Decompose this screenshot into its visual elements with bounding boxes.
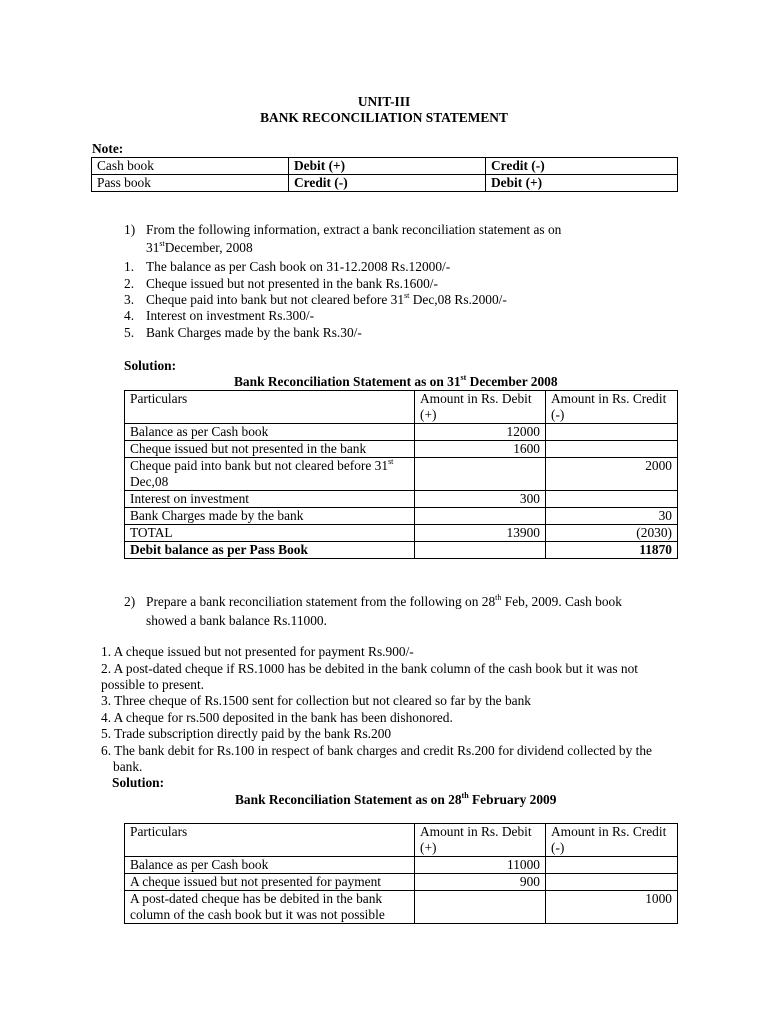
table-cell: (2030)	[546, 525, 678, 542]
list-item: possible to present.	[101, 677, 205, 692]
table-cell: Balance as per Cash book	[125, 857, 415, 874]
question-text: 31stDecember, 2008	[146, 238, 253, 255]
table-cell: Credit (-)	[289, 175, 486, 192]
table-cell: 2000	[546, 458, 678, 491]
table-cell: 900	[415, 874, 546, 891]
table-cell: 300	[415, 491, 546, 508]
list-item: 6. The bank debit for Rs.100 in respect of bank charges and credit Rs.200 for dividend collected by the	[101, 743, 652, 758]
table-row	[125, 491, 678, 508]
table-cell: Pass book	[92, 175, 289, 192]
note-table	[91, 157, 678, 192]
solution-label: Solution:	[124, 358, 177, 373]
table-row	[125, 458, 678, 491]
table-cell: Cheque paid into bank but not cleared before 31st Dec,08	[125, 458, 415, 491]
column-header: Particulars	[125, 824, 415, 857]
table-row	[125, 542, 678, 559]
list-item-number: 2.	[124, 276, 135, 291]
reconciliation-table-1	[124, 390, 678, 559]
column-header: Amount in Rs. Credit (-)	[546, 391, 678, 424]
list-item: 5. Trade subscription directly paid by the bank Rs.200	[101, 726, 392, 741]
table-cell: A post-dated cheque has be debited in the bank column of the cash book but it was not possible	[125, 891, 415, 924]
question-number: 2)	[124, 594, 136, 609]
list-item: 4. A cheque for rs.500 deposited in the bank has been dishonored.	[101, 710, 453, 725]
table-row	[125, 857, 678, 874]
list-item: Cheque issued but not presented in the bank Rs.1600/-	[146, 276, 438, 291]
table-row	[125, 424, 678, 441]
table-cell	[546, 491, 678, 508]
question-text: showed a bank balance Rs.11000.	[146, 613, 327, 628]
list-item-number: 5.	[124, 325, 135, 340]
column-header: Amount in Rs. Debit (+)	[415, 391, 546, 424]
table-cell: 11870	[546, 542, 678, 559]
question-text: From the following information, extract a bank reconciliation statement as on	[146, 222, 562, 237]
table-cell: 13900	[415, 525, 546, 542]
column-header: Particulars	[125, 391, 415, 424]
table-cell: Bank Charges made by the bank	[125, 508, 415, 525]
reconciliation-table-2	[124, 823, 678, 924]
list-item-number: 4.	[124, 308, 135, 323]
table-cell: 1000	[546, 891, 678, 924]
table-row	[125, 525, 678, 542]
question-text: Prepare a bank reconciliation statement from the following on 28th Feb, 2009. Cash book	[146, 592, 622, 609]
table-cell: Credit (-)	[486, 158, 678, 175]
page-title: BANK RECONCILIATION STATEMENT	[260, 110, 508, 125]
table-cell: 12000	[415, 424, 546, 441]
table-cell	[546, 874, 678, 891]
list-item: 2. A post-dated cheque if RS.1000 has be debited in the bank column of the cash book but it was not	[101, 661, 639, 676]
table-cell: Debit (+)	[486, 175, 678, 192]
table-cell: 30	[546, 508, 678, 525]
table-row	[125, 874, 678, 891]
table-cell: Cheque issued but not presented in the bank	[125, 441, 415, 458]
table-cell	[415, 458, 546, 491]
table-row	[125, 891, 678, 924]
question-number: 1)	[124, 222, 136, 237]
list-item: 3. Three cheque of Rs.1500 sent for collection but not cleared so far by the bank	[101, 693, 531, 708]
list-item: Interest on investment Rs.300/-	[146, 308, 315, 323]
table-cell: Interest on investment	[125, 491, 415, 508]
table-cell: 11000	[415, 857, 546, 874]
table-row	[125, 391, 678, 424]
table-cell	[546, 424, 678, 441]
table-cell: TOTAL	[125, 525, 415, 542]
list-item: bank.	[113, 759, 143, 774]
unit-title: UNIT-III	[357, 94, 411, 109]
table-cell: 1600	[415, 441, 546, 458]
list-item: Cheque paid into bank but not cleared before 31st Dec,08 Rs.2000/-	[146, 290, 507, 307]
column-header: Amount in Rs. Debit (+)	[415, 824, 546, 857]
list-item: Bank Charges made by the bank Rs.30/-	[146, 325, 362, 340]
list-item-number: 1.	[124, 259, 135, 274]
list-item-number: 3.	[124, 292, 135, 307]
table-cell: A cheque issued but not presented for payment	[125, 874, 415, 891]
table-cell: Debit balance as per Pass Book	[125, 542, 415, 559]
note-label: Note:	[92, 141, 124, 156]
table-cell	[546, 441, 678, 458]
table-cell: Balance as per Cash book	[125, 424, 415, 441]
table-cell: Debit (+)	[289, 158, 486, 175]
table-row	[92, 175, 678, 192]
table-row	[92, 158, 678, 175]
table-title: Bank Reconciliation Statement as on 28th February 2009	[235, 790, 557, 807]
table-row	[125, 441, 678, 458]
table-row	[125, 824, 678, 857]
table-row	[125, 508, 678, 525]
table-cell: Cash book	[92, 158, 289, 175]
list-item: 1. A cheque issued but not presented for payment Rs.900/-	[101, 644, 414, 659]
table-title: Bank Reconciliation Statement as on 31st December 2008	[234, 372, 558, 389]
solution-label: Solution:	[112, 775, 165, 790]
table-cell	[415, 508, 546, 525]
list-item: The balance as per Cash book on 31-12.2008 Rs.12000/-	[146, 259, 451, 274]
column-header: Amount in Rs. Credit (-)	[546, 824, 678, 857]
table-cell	[415, 891, 546, 924]
table-cell	[415, 542, 546, 559]
table-cell	[546, 857, 678, 874]
